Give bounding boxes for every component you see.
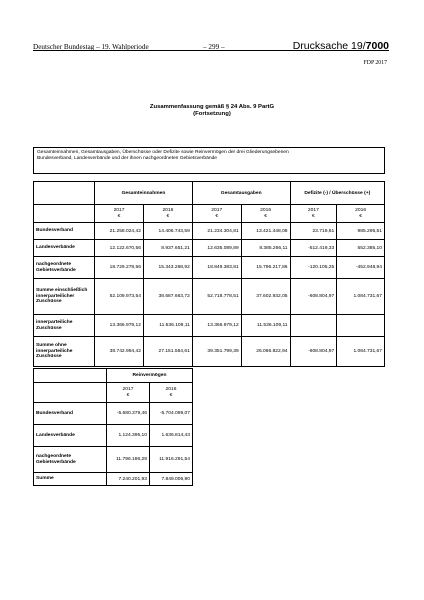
value-cell: 52.718.778,51	[192, 279, 241, 315]
balance-header: Defizite (-) / Überschüsse (+)	[290, 182, 384, 205]
year-row	[34, 383, 193, 403]
value-cell: 21.234.304,81	[192, 223, 241, 240]
value-cell: 37.602.932,05	[241, 279, 290, 315]
value-cell: -452.948,94	[337, 257, 385, 279]
year-cell: 2016 €	[143, 205, 192, 223]
value-cell: 11.916.291,54	[150, 447, 193, 473]
table-row	[34, 447, 193, 473]
row-label: Bundesverband	[34, 223, 95, 240]
value-cell: 7.240.201,93	[107, 473, 150, 486]
value-cell: 8.937.651,21	[143, 240, 192, 257]
empty-header-cell	[34, 369, 107, 383]
row-label: Summe	[34, 473, 107, 486]
row-label: Summe ohne innerparteiliche Zuschüsse	[34, 337, 95, 367]
year-cell: 2017 €	[95, 205, 144, 223]
row-label: nachgeordnete Gebietsverbände	[34, 257, 95, 279]
value-cell: -5.704.099,07	[150, 403, 193, 425]
value-cell: 11.796.186,29	[107, 447, 150, 473]
value-cell: 15.796.217,86	[241, 257, 290, 279]
year-cell: 2017 €	[107, 383, 150, 403]
value-cell: 18.849.383,81	[192, 257, 241, 279]
table-row	[34, 279, 385, 315]
value-cell: 38.742.994,42	[95, 337, 144, 367]
year-cell: 2016 €	[337, 205, 385, 223]
description-line1: Gesamteinnahmen, Gesamtausgaben, Überschüsse oder Defizite sowie Reinvermögen der drei Gliederungsebenen	[37, 150, 289, 155]
publication-title: Deutscher Bundestag – 19. Wahlperiode	[33, 43, 149, 51]
value-cell: 39.351.799,39	[192, 337, 241, 367]
table-row	[34, 403, 193, 425]
page-header	[33, 40, 389, 56]
value-cell: 7.849.006,90	[150, 473, 193, 486]
table-row	[34, 257, 385, 279]
value-cell: 26.066.822,94	[241, 337, 290, 367]
table-row	[34, 473, 193, 486]
value-cell: 27.151.554,61	[143, 337, 192, 367]
row-label: Landesverbände	[34, 240, 95, 257]
value-cell: 1.124.395,10	[107, 425, 150, 447]
row-label: Landesverbände	[34, 425, 107, 447]
value-cell: 23.719,61	[290, 223, 337, 240]
value-cell: 21.258.024,42	[95, 223, 144, 240]
table-header-row	[34, 369, 193, 383]
table-row	[34, 315, 385, 337]
row-label: nachgeordnete Gebietsverbände	[34, 447, 107, 473]
expenses-header: Gesamtausgaben	[192, 182, 290, 205]
year-cell: 2017 €	[192, 205, 241, 223]
value-cell: 985.295,51	[337, 223, 385, 240]
value-cell: 13.421.448,08	[241, 223, 290, 240]
net-assets-table	[33, 368, 193, 486]
value-cell: 11.536.109,11	[143, 315, 192, 337]
page-number: – 299 –	[203, 43, 225, 51]
table-row	[34, 240, 385, 257]
empty-year-cell	[34, 205, 95, 223]
year-cell: 2017 €	[290, 205, 337, 223]
table-row	[34, 337, 385, 367]
value-cell: 13.366.979,12	[192, 315, 241, 337]
table-description	[33, 147, 385, 174]
year-row	[34, 205, 385, 223]
header-rule	[33, 50, 389, 51]
income-header: Gesamteinnahmen	[95, 182, 193, 205]
row-label: Bundesverband	[34, 403, 107, 425]
table-row	[34, 223, 385, 240]
empty-year-cell	[34, 383, 107, 403]
value-cell: 13.366.979,12	[95, 315, 144, 337]
section-title	[0, 104, 424, 118]
summary-table	[33, 181, 385, 367]
row-label: Summe einschließlich innerparteilicher Zuschüsse	[34, 279, 95, 315]
value-cell: -608.804,97	[290, 337, 337, 367]
value-cell: 1.636.814,43	[150, 425, 193, 447]
row-label: innerparteiliche Zuschüsse	[34, 315, 95, 337]
value-cell: 1.084.731,67	[337, 279, 385, 315]
document-number-value: 7000	[365, 40, 389, 52]
value-cell: 11.536.109,11	[241, 315, 290, 337]
document-number-prefix: Drucksache 19/	[292, 40, 366, 52]
value-cell	[290, 315, 337, 337]
value-cell: 18.729.278,56	[95, 257, 144, 279]
value-cell: 15.343.268,92	[143, 257, 192, 279]
value-cell: 38.687.663,72	[143, 279, 192, 315]
value-cell: 552.385,10	[337, 240, 385, 257]
value-cell: -5.680.379,46	[107, 403, 150, 425]
net-assets-header: Reinvermögen	[107, 369, 193, 383]
section-title-line2: (Fortsetzung)	[193, 111, 231, 118]
value-cell: 1.084.731,67	[337, 337, 385, 367]
year-cell: 2016 €	[241, 205, 290, 223]
description-line2: Bundesverband, Landesverbände und der ihnen nachgeordneten Gebietsverbände	[37, 156, 218, 162]
value-cell: -120.105,25	[290, 257, 337, 279]
value-cell: 52.109.973,54	[95, 279, 144, 315]
value-cell: 14.406.743,59	[143, 223, 192, 240]
empty-header-cell	[34, 182, 95, 205]
party-label: FDP 2017	[363, 60, 387, 66]
year-cell: 2016 €	[150, 383, 193, 403]
section-title-line1: Zusammenfassung gemäß § 24 Abs. 9 PartG	[149, 104, 275, 110]
value-cell: 12.122.670,56	[95, 240, 144, 257]
value-cell	[337, 315, 385, 337]
table-row	[34, 425, 193, 447]
value-cell: -608.804,97	[290, 279, 337, 315]
table-header-row	[34, 182, 385, 205]
value-cell: 8.385.266,11	[241, 240, 290, 257]
value-cell: -512.419,33	[290, 240, 337, 257]
value-cell: 12.635.089,89	[192, 240, 241, 257]
